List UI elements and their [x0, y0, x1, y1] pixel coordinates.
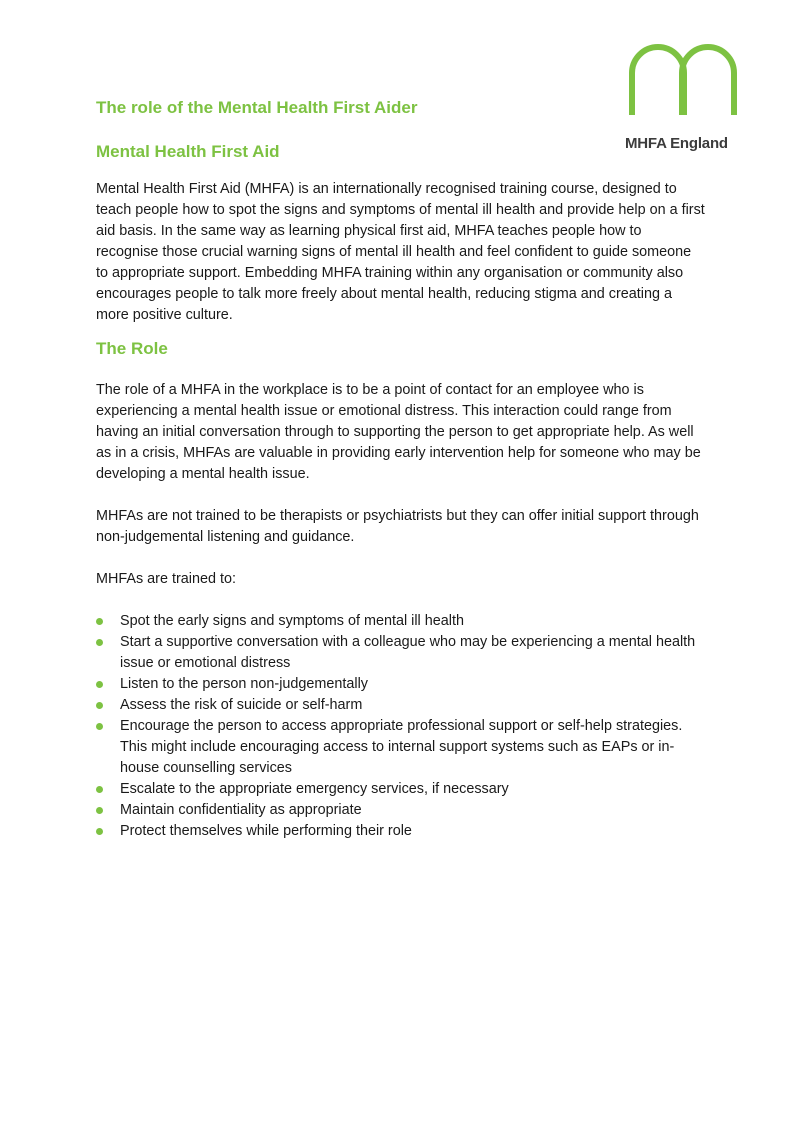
- role-paragraph-3: MHFAs are trained to:: [96, 571, 236, 587]
- bullet-icon: [96, 618, 103, 625]
- list-item: [96, 674, 706, 695]
- list-item: [96, 821, 706, 842]
- list-item: [96, 632, 706, 674]
- list-item: [96, 716, 706, 779]
- list-item-text: Protect themselves while performing their role: [120, 823, 412, 839]
- role-paragraph-2: MHFAs are not trained to be therapists or psychiatrists but they can offer initial support through non-judgemental listening and guidance.: [96, 508, 699, 545]
- bullet-icon: [96, 807, 103, 814]
- list-item: [96, 611, 706, 632]
- list-item: [96, 695, 706, 716]
- list-item: [96, 800, 706, 821]
- bullet-icon: [96, 723, 103, 730]
- list-item: [96, 779, 706, 800]
- document-title: The role of the Mental Health First Aider: [96, 98, 418, 117]
- document-body: [96, 97, 706, 842]
- bullet-icon: [96, 639, 103, 646]
- role-paragraph-1: The role of a MHFA in the workplace is to be a point of contact for an employee who is experiencing a mental health issue or emotional distress. This interaction could range from having an initial conversation through to supporting the person to get appropriate help. As well as in a crisis, MHFAs are valuable in providing early intervention help for someone who may be developing a mental health issue.: [96, 382, 701, 482]
- section-heading-role: The Role: [96, 339, 168, 358]
- section-paragraph-mhfa: Mental Health First Aid (MHFA) is an internationally recognised training course, designed to teach people how to spot the signs and symptoms of mental ill health and provide help on a first aid basis. In the same way as learning physical first aid, MHFA teaches people how to recognise those crucial warning signs of mental ill health and feel confident to guide someone to appropriate support. Embedding MHFA training within any organisation or community also encourages people to talk more freely about mental health, reducing stigma and creating a more positive culture.: [96, 181, 705, 323]
- bullet-icon: [96, 681, 103, 688]
- list-item-text: Assess the risk of suicide or self-harm: [120, 697, 363, 713]
- bullet-icon: [96, 786, 103, 793]
- logo-wordmark: MHFA England: [625, 135, 728, 152]
- bullet-icon: [96, 702, 103, 709]
- list-item-text: Spot the early signs and symptoms of mental ill health: [120, 613, 464, 629]
- bullet-icon: [96, 828, 103, 835]
- section-heading-mhfa: Mental Health First Aid: [96, 142, 280, 161]
- list-item-text: Maintain confidentiality as appropriate: [120, 802, 362, 818]
- trained-to-list: [96, 611, 706, 842]
- list-item-text: Encourage the person to access appropriate professional support or self-help strategies. This might include encouraging access to internal support systems such as EAPs or in-house counselling services: [120, 718, 683, 776]
- list-item-text: Start a supportive conversation with a colleague who may be experiencing a mental health issue or emotional distress: [120, 634, 696, 671]
- list-item-text: Listen to the person non-judgementally: [120, 676, 368, 692]
- list-item-text: Escalate to the appropriate emergency services, if necessary: [120, 781, 509, 797]
